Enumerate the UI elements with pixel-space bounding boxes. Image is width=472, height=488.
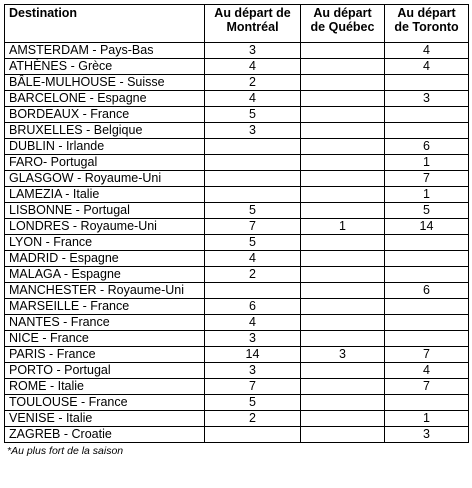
cell-toronto [385,267,469,283]
cell-destination: ZAGREB - Croatie [5,427,205,443]
cell-montreal: 3 [205,363,301,379]
table-row [5,363,469,379]
cell-destination: NANTES - France [5,315,205,331]
cell-toronto: 7 [385,171,469,187]
cell-montreal [205,155,301,171]
cell-destination: MADRID - Espagne [5,251,205,267]
cell-quebec [301,363,385,379]
cell-destination: BORDEAUX - France [5,107,205,123]
table-row [5,107,469,123]
cell-toronto [385,331,469,347]
cell-montreal: 3 [205,331,301,347]
table-header-row [5,5,469,43]
cell-quebec [301,171,385,187]
cell-quebec [301,155,385,171]
cell-montreal [205,283,301,299]
cell-toronto [385,315,469,331]
cell-montreal [205,187,301,203]
cell-destination: BARCELONE - Espagne [5,91,205,107]
table-row [5,123,469,139]
cell-quebec [301,379,385,395]
table-row [5,91,469,107]
cell-destination: ATHÈNES - Grèce [5,59,205,75]
cell-quebec [301,395,385,411]
table-row [5,395,469,411]
table-row [5,187,469,203]
table-row [5,299,469,315]
cell-quebec [301,187,385,203]
cell-quebec [301,267,385,283]
cell-montreal: 14 [205,347,301,363]
cell-quebec [301,411,385,427]
table-row [5,203,469,219]
cell-destination: VENISE - Italie [5,411,205,427]
cell-quebec [301,59,385,75]
cell-destination: MALAGA - Espagne [5,267,205,283]
cell-montreal: 6 [205,299,301,315]
cell-toronto: 5 [385,203,469,219]
cell-toronto [385,235,469,251]
cell-destination: PORTO - Portugal [5,363,205,379]
cell-destination: AMSTERDAM - Pays-Bas [5,43,205,59]
cell-montreal: 4 [205,59,301,75]
cell-toronto [385,107,469,123]
cell-quebec: 1 [301,219,385,235]
cell-destination: DUBLIN - Irlande [5,139,205,155]
cell-destination: GLASGOW - Royaume-Uni [5,171,205,187]
table-row [5,59,469,75]
cell-toronto: 4 [385,59,469,75]
cell-toronto [385,395,469,411]
cell-toronto: 1 [385,411,469,427]
header-toronto: Au départ de Toronto [385,5,469,43]
cell-toronto: 3 [385,91,469,107]
cell-montreal [205,171,301,187]
cell-toronto [385,299,469,315]
cell-toronto [385,75,469,91]
cell-destination: BÂLE-MULHOUSE - Suisse [5,75,205,91]
table-row [5,283,469,299]
cell-destination: LONDRES - Royaume-Uni [5,219,205,235]
cell-quebec [301,235,385,251]
cell-toronto [385,123,469,139]
cell-montreal [205,139,301,155]
table-row [5,75,469,91]
cell-quebec [301,75,385,91]
cell-montreal: 4 [205,251,301,267]
cell-montreal: 7 [205,379,301,395]
cell-quebec [301,107,385,123]
cell-quebec [301,283,385,299]
cell-destination: LISBONNE - Portugal [5,203,205,219]
table-row [5,235,469,251]
table-row [5,347,469,363]
cell-quebec [301,299,385,315]
table-row [5,331,469,347]
cell-destination: PARIS - France [5,347,205,363]
header-quebec: Au départ de Québec [301,5,385,43]
cell-quebec [301,427,385,443]
cell-toronto: 3 [385,427,469,443]
cell-destination: NICE - France [5,331,205,347]
table-row [5,379,469,395]
cell-quebec [301,43,385,59]
table-row [5,411,469,427]
cell-toronto: 1 [385,187,469,203]
cell-destination: BRUXELLES - Belgique [5,123,205,139]
cell-montreal: 5 [205,107,301,123]
table-row [5,155,469,171]
cell-montreal: 2 [205,267,301,283]
table-row [5,43,469,59]
cell-quebec [301,251,385,267]
cell-quebec [301,315,385,331]
table-row [5,139,469,155]
cell-toronto: 14 [385,219,469,235]
table-row [5,315,469,331]
cell-destination: FARO- Portugal [5,155,205,171]
cell-montreal: 3 [205,43,301,59]
cell-toronto: 4 [385,43,469,59]
cell-toronto [385,251,469,267]
cell-destination: LYON - France [5,235,205,251]
cell-montreal: 5 [205,395,301,411]
cell-toronto: 6 [385,139,469,155]
cell-montreal [205,427,301,443]
table-row [5,251,469,267]
cell-toronto: 1 [385,155,469,171]
cell-quebec: 3 [301,347,385,363]
cell-destination: LAMEZIA - Italie [5,187,205,203]
table-body [5,43,469,443]
cell-toronto: 4 [385,363,469,379]
cell-montreal: 5 [205,235,301,251]
header-destination: Destination [5,5,205,43]
table-row [5,219,469,235]
cell-montreal: 4 [205,315,301,331]
cell-montreal: 2 [205,411,301,427]
cell-montreal: 4 [205,91,301,107]
cell-montreal: 5 [205,203,301,219]
flight-table-container [4,4,469,457]
cell-destination: ROME - Italie [5,379,205,395]
cell-quebec [301,203,385,219]
cell-destination: TOULOUSE - France [5,395,205,411]
cell-quebec [301,331,385,347]
cell-destination: MARSEILLE - France [5,299,205,315]
table-row [5,171,469,187]
table-row [5,267,469,283]
cell-quebec [301,91,385,107]
cell-quebec [301,123,385,139]
cell-montreal: 7 [205,219,301,235]
cell-toronto: 7 [385,379,469,395]
cell-montreal: 3 [205,123,301,139]
cell-destination: MANCHESTER - Royaume-Uni [5,283,205,299]
cell-montreal: 2 [205,75,301,91]
cell-toronto: 6 [385,283,469,299]
cell-quebec [301,139,385,155]
footnote: *Au plus fort de la saison [7,445,124,457]
table-row [5,427,469,443]
header-montreal: Au départ de Montréal [205,5,301,43]
cell-toronto: 7 [385,347,469,363]
destinations-table [4,4,469,443]
